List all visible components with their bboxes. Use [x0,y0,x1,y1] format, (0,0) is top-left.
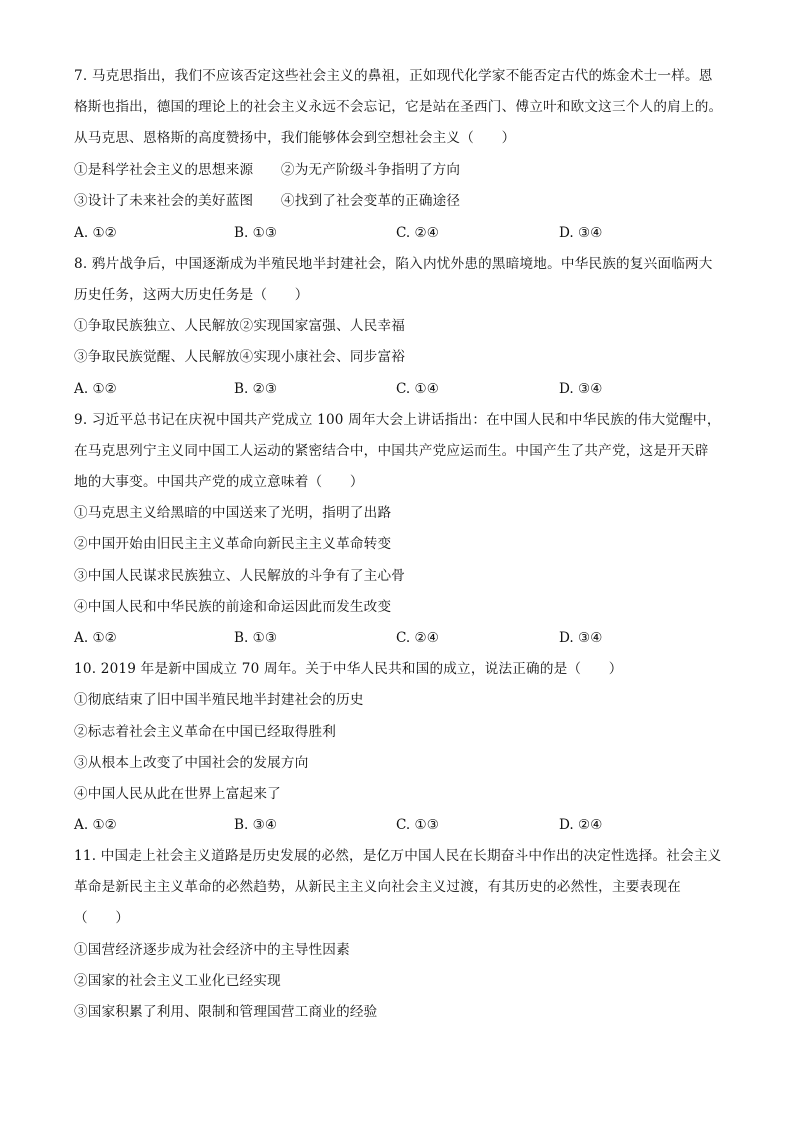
q7-stem-line-1: 7. 马克思指出，我们不应该否定这些社会主义的鼻祖，正如现代化学家不能否定古代的炼金术士一样。恩 [74,68,713,84]
q8-stem-line-2: 历史任务，这两大历史任务是（ ） [74,287,309,303]
q10-options [74,815,734,835]
q10-option-c[interactable]: C. ①③ [396,817,439,833]
q10-statement-4: ④中国人民从此在世界上富起来了 [74,786,281,802]
q9-option-d[interactable]: D. ③④ [559,630,603,646]
q7-statement-1: ①是科学社会主义的思想来源 ②为无产阶级斗争指明了方向 [74,162,461,178]
q7-statement-2: ③设计了未来社会的美好蓝图 ④找到了社会变革的正确途径 [74,193,461,209]
q7-option-d[interactable]: D. ③④ [559,225,603,241]
q11-stem-line-1: 11. 中国走上社会主义道路是历史发展的必然，是亿万中国人民在长期奋斗中作出的决定性选择。社会主义 [74,848,722,864]
q10-statement-3: ③从根本上改变了中国社会的发展方向 [74,755,309,771]
q9-statement-3: ③中国人民谋求民族独立、人民解放的斗争有了主心骨 [74,568,406,584]
q10-statement-1: ①彻底结束了旧中国半殖民地半封建社会的历史 [74,692,364,708]
q11-statement-1: ①国营经济逐步成为社会经济中的主导性因素 [74,942,350,958]
q10-statement-2: ②标志着社会主义革命在中国已经取得胜利 [74,724,337,740]
q10-stem-line-1: 10. 2019 年是新中国成立 70 周年。关于中华人民共和国的成立，说法正确的是（ ） [74,661,623,677]
q7-stem-line-2: 格斯也指出，德国的理论上的社会主义永远不会忘记，它是站在圣西门、傅立叶和欧文这三个人的肩上的。 [74,99,723,115]
q11-statement-2: ②国家的社会主义工业化已经实现 [74,973,281,989]
q8-statement-2: ③争取民族觉醒、人民解放④实现小康社会、同步富裕 [74,349,406,365]
q8-statement-1: ①争取民族独立、人民解放②实现国家富强、人民幸福 [74,318,406,334]
q9-options [74,628,734,648]
q10-option-b[interactable]: B. ③④ [234,817,278,833]
q8-stem-line-1: 8. 鸦片战争后，中国逐渐成为半殖民地半封建社会，陷入内忧外患的黑暗境地。中华民族的复兴面临两大 [74,256,713,272]
q11-stem-line-2: 革命是新民主主义革命的必然趋势，从新民主主义向社会主义过渡，有其历史的必然性，主要表现在 [74,879,681,895]
q7-option-a[interactable]: A. ①② [74,225,117,241]
q7-option-b[interactable]: B. ①③ [234,225,278,241]
q9-option-a[interactable]: A. ①② [74,630,117,646]
q9-option-c[interactable]: C. ②④ [396,630,439,646]
q10-option-d[interactable]: D. ②④ [559,817,603,833]
q7-option-c[interactable]: C. ②④ [396,225,439,241]
q9-option-b[interactable]: B. ①③ [234,630,278,646]
q11-statement-3: ③国家积累了利用、限制和管理国营工商业的经验 [74,1004,378,1020]
q7-stem-line-3: 从马克思、恩格斯的高度赞扬中，我们能够体会到空想社会主义（ ） [74,130,516,146]
q9-stem-line-2: 在马克思列宁主义同中国工人运动的紧密结合中，中国共产党应运而生。中国产生了共产党，这是开天辟 [74,443,709,459]
q9-stem-line-3: 地的大事变。中国共产党的成立意味着（ ） [74,474,364,490]
q9-statement-2: ②中国开始由旧民主主义革命向新民主主义革命转变 [74,536,392,552]
q9-statement-4: ④中国人民和中华民族的前途和命运因此而发生改变 [74,599,392,615]
q8-option-c[interactable]: C. ①④ [396,381,439,397]
q11-stem-line-3: （ ） [74,910,130,926]
q10-option-a[interactable]: A. ①② [74,817,117,833]
q8-option-a[interactable]: A. ①② [74,381,117,397]
q7-options [74,223,734,243]
q8-option-d[interactable]: D. ③④ [559,381,603,397]
q8-option-b[interactable]: B. ②③ [234,381,278,397]
q9-statement-1: ①马克思主义给黑暗的中国送来了光明，指明了出路 [74,505,392,521]
q8-options [74,379,734,399]
q9-stem-line-1: 9. 习近平总书记在庆祝中国共产党成立 100 周年大会上讲话指出：在中国人民和中华民族的伟大觉醒中， [74,412,721,428]
